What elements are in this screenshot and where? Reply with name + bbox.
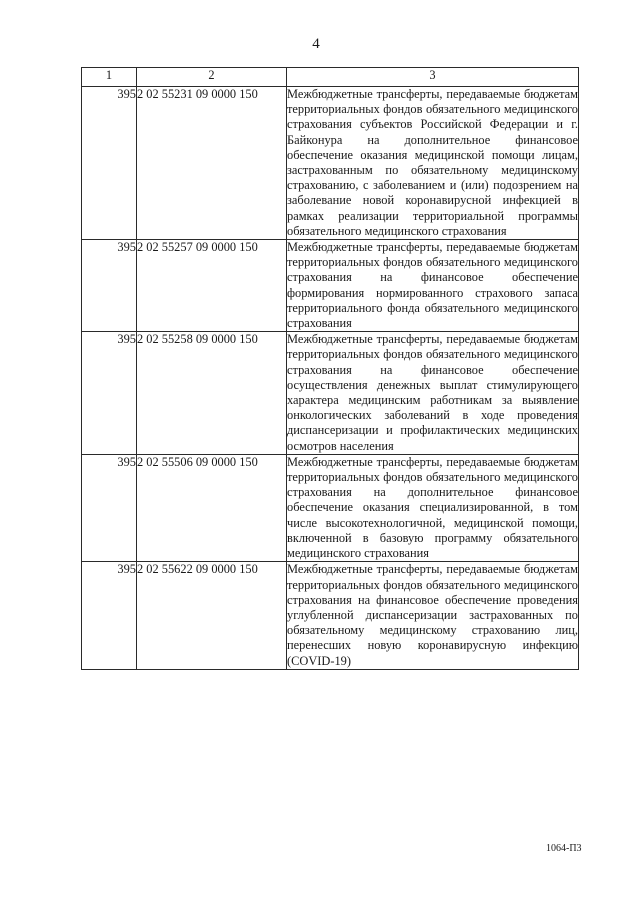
column-header-2: 2 <box>137 68 287 87</box>
admin-code-cell: 395 <box>82 332 137 455</box>
admin-code-cell: 395 <box>82 562 137 669</box>
description-cell: Межбюджетные трансферты, передаваемые бюджетам территориальных фондов обязательного медицинского страхования на финансовое обеспечение проведения углубленной диспансеризации застрахованных по обязательному медицинскому страхованию лиц, перенесших новую коронавирусную инфекцию (COVID-19) <box>287 562 578 668</box>
admin-code-cell: 395 <box>82 454 137 561</box>
classification-code-cell: 2 02 55231 09 0000 150 <box>137 87 287 240</box>
column-header-3: 3 <box>287 68 579 87</box>
admin-code-cell: 395 <box>82 87 137 240</box>
classification-code-cell: 2 02 55622 09 0000 150 <box>137 562 287 669</box>
table-header-row <box>82 68 579 87</box>
document-code: 1064-П3 <box>546 843 582 854</box>
description-cell: Межбюджетные трансферты, передаваемые бюджетам территориальных фондов обязательного медицинского страхования на финансовое обеспечение осуществления денежных выплат стимулирующего характера медицинским работникам за выявление онкологических заболеваний в ходе проведения диспансеризации и профилактических медицинских осмотров населения <box>287 332 578 453</box>
budget-classification-table <box>81 67 579 670</box>
column-header-1: 1 <box>82 68 137 87</box>
admin-code-cell: 395 <box>82 240 137 332</box>
table-row <box>82 87 579 240</box>
description-cell: Межбюджетные трансферты, передаваемые бюджетам территориальных фондов обязательного медицинского страхования на дополнительное финансовое обеспечение оказания специализированной, в том числе высокотехнологичной, медицинской помощи, включенной в базовую программу обязательного медицинского страхования <box>287 454 578 561</box>
table-row <box>82 332 579 455</box>
page-number: 4 <box>312 36 320 52</box>
description-cell: Межбюджетные трансферты, передаваемые бюджетам территориальных фондов обязательного медицинского страхования субъектов Российской Федерации и г. Байконура на дополнительное финансовое обеспечение оказания медицинской помощи лицам, застрахованным по обязательному медицинскому страхованию, с заболеванием и (или) подозрением на заболевание новой коронавирусной инфекцией в рамках реализации территориальной программы обязательного медицинского страхования <box>287 87 578 238</box>
classification-code-cell: 2 02 55257 09 0000 150 <box>137 240 287 332</box>
description-cell: Межбюджетные трансферты, передаваемые бюджетам территориальных фондов обязательного медицинского страхования на финансовое обеспечение формирования нормированного страхового запаса территориального фонда обязательного медицинского страхования <box>287 240 578 331</box>
table-row <box>82 240 579 332</box>
table-row <box>82 562 579 669</box>
table-row <box>82 454 579 561</box>
classification-code-cell: 2 02 55258 09 0000 150 <box>137 332 287 455</box>
classification-code-cell: 2 02 55506 09 0000 150 <box>137 454 287 561</box>
